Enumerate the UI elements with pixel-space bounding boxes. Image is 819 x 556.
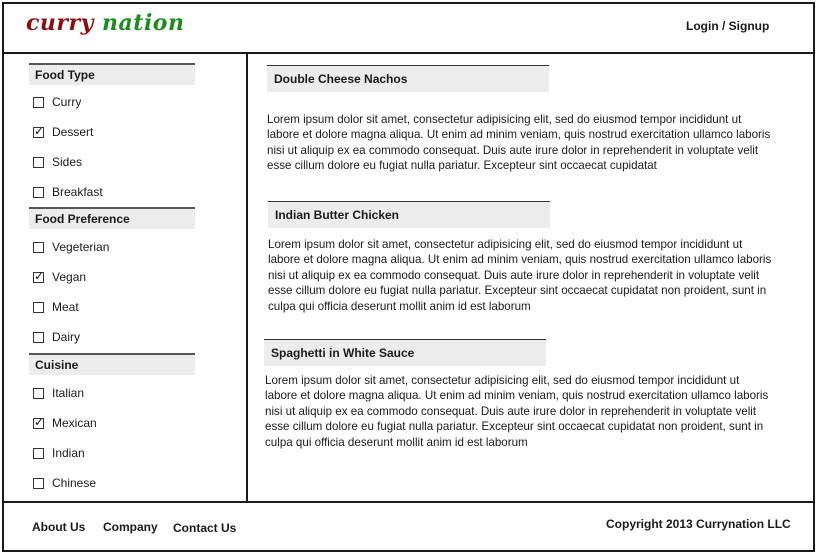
logo[interactable]	[26, 10, 184, 36]
filter-option-label: Dairy	[52, 330, 81, 344]
checkbox[interactable]	[33, 268, 45, 283]
item-description: Lorem ipsum dolor sit amet, consectetur adipisicing elit, sed do eiusmod tempor incididunt ut labore et dolore magna aliqua. Ut enim ad minim veniam, quis nostrud exercitation ullamco laboris nisi ut aliquip ex ea commodo consequat. Duis aute irure dolor in reprehenderit in voluptate velit esse cillum dolore eu fugiat nulla pariatur. Excepteur sint occaecat cupidatat non proident, sunt in culpa qui officia deserunt mollit anim id est laborum	[268, 238, 772, 313]
item-description: Lorem ipsum dolor sit amet, consectetur adipisicing elit, sed do eiusmod tempor incididunt ut labore et dolore magna aliqua. Ut enim ad minim veniam, quis nostrud exercitation ullamco laboris nisi ut aliquip ex ea commodo consequat. Duis aute irure dolor in reprehenderit in voluptate velit esse cillum dolore eu fugiat nulla pariatur. Excepteur sint occaecat cupidatat non proident, sunt in culpa qui officia deserunt mollit anim id est laborum	[265, 374, 769, 449]
section-food-preference-heading: Food Preference	[29, 207, 195, 229]
filter-option-label: Mexican	[52, 416, 97, 430]
item-title-double-cheese-nachos[interactable]: Double Cheese Nachos	[267, 65, 549, 92]
checkbox[interactable]	[33, 302, 44, 313]
checkbox[interactable]	[33, 478, 44, 489]
filter-option-label: Indian	[52, 446, 85, 460]
filter-option-label: Sides	[52, 155, 83, 169]
header-divider	[4, 52, 815, 54]
login-signup-link[interactable]: Login / Signup	[686, 19, 770, 33]
check-icon: ✓	[34, 123, 45, 138]
filter-option-italian[interactable]	[33, 385, 84, 401]
checkbox[interactable]	[33, 388, 44, 399]
filter-option-mexican[interactable]	[33, 415, 97, 431]
item-title-indian-butter-chicken[interactable]: Indian Butter Chicken	[268, 201, 550, 228]
filter-option-sides[interactable]	[33, 154, 82, 170]
check-icon: ✓	[34, 268, 45, 283]
filter-option-chinese[interactable]	[33, 475, 96, 491]
filter-option-indian[interactable]	[33, 445, 85, 461]
checkbox[interactable]	[33, 448, 44, 459]
sidebar-divider	[246, 53, 248, 502]
section-food-type-heading: Food Type	[29, 63, 195, 85]
filter-option-curry[interactable]	[33, 94, 81, 110]
footer-divider	[4, 501, 815, 503]
filter-option-label: Dessert	[52, 125, 94, 139]
filter-option-label: Vegeterian	[52, 240, 110, 254]
copyright-text: Copyright 2013 Currynation LLC	[606, 517, 791, 531]
filter-option-label: Italian	[52, 386, 85, 400]
checkbox[interactable]	[33, 157, 44, 168]
filter-option-label: Meat	[52, 300, 79, 314]
section-cuisine-heading: Cuisine	[29, 353, 195, 375]
footer-link-about-us[interactable]: About Us	[32, 520, 86, 534]
check-icon: ✓	[34, 414, 45, 429]
checkbox[interactable]	[33, 332, 44, 343]
filter-option-label: Curry	[52, 95, 82, 109]
checkbox[interactable]	[33, 414, 45, 429]
checkbox[interactable]	[33, 242, 44, 253]
item-description: Lorem ipsum dolor sit amet, consectetur adipisicing elit, sed do eiusmod tempor incididunt ut labore et dolore magna aliqua. Ut enim ad minim veniam, quis nostrud exercitation ullamco laboris nisi ut aliquip ex ea commodo consequat. Duis aute irure dolor in reprehenderit in voluptate velit esse cillum dolore eu fugiat nulla pariatur. Excepteur sint occaecat cupidatat	[267, 113, 771, 173]
filter-option-dessert[interactable]	[33, 124, 93, 140]
filter-option-label: Chinese	[52, 476, 97, 490]
checkbox[interactable]	[33, 187, 44, 198]
checkbox[interactable]	[33, 97, 44, 108]
filter-option-label: Breakfast	[52, 185, 103, 199]
logo-word-curry: curry	[26, 10, 94, 36]
checkbox[interactable]	[33, 123, 45, 138]
footer-link-contact-us[interactable]: Contact Us	[173, 521, 237, 535]
filter-option-vegan[interactable]	[33, 269, 86, 285]
item-title-spaghetti-white-sauce[interactable]: Spaghetti in White Sauce	[264, 339, 546, 366]
filter-option-meat[interactable]	[33, 299, 79, 315]
filter-option-label: Vegan	[52, 270, 87, 284]
filter-option-vegeterian[interactable]	[33, 239, 109, 255]
logo-word-nation: nation	[102, 10, 185, 36]
filter-option-breakfast[interactable]	[33, 184, 103, 200]
filter-option-dairy[interactable]	[33, 329, 80, 345]
footer-link-company[interactable]: Company	[103, 520, 158, 534]
